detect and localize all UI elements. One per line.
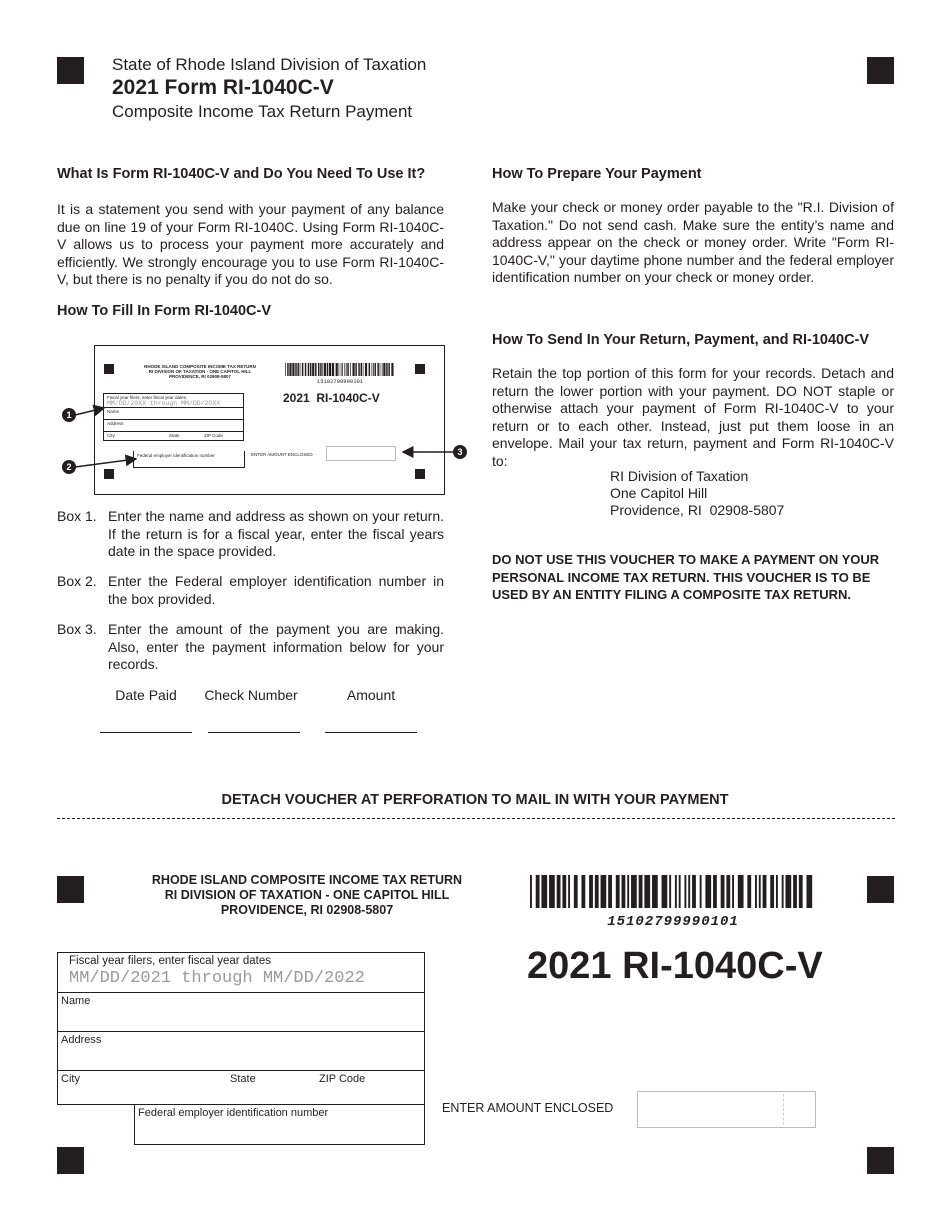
amount-enclosed-label: ENTER AMOUNT ENCLOSED xyxy=(442,1101,614,1115)
barcode-bar xyxy=(732,875,734,908)
barcode-bar xyxy=(793,875,797,908)
barcode-bar xyxy=(662,875,668,908)
barcode-bar xyxy=(747,875,751,908)
sample-fiscal-value: MM/DD/20XX through MM/DD/20XX xyxy=(107,400,221,407)
mail-address-line-1: RI Division of Taxation xyxy=(610,468,749,484)
city-label: City xyxy=(61,1073,80,1085)
send-body: Retain the top portion of this form for your records. Detach and return the lower portion with your payment. DO NOT staple or otherwise attach your payment of Form RI-1040C-V to your return or to each other. Instead, just put them loose in an envelope. Mail your tax return, payment and Form RI-1040C-V to: xyxy=(492,365,894,469)
zip-field[interactable] xyxy=(316,1071,424,1104)
barcode-bar xyxy=(692,875,696,908)
sample-name-label: Name xyxy=(107,409,120,414)
sample-state-label: State xyxy=(169,433,180,438)
sample-amount-label: ENTER AMOUNT ENCLOSED xyxy=(251,452,313,457)
box-3-label: Box 3. xyxy=(57,621,97,637)
barcode-bar xyxy=(581,875,585,908)
sample-fein-label: Federal employer identification number xyxy=(137,453,215,458)
record-date-paid-line[interactable] xyxy=(100,732,192,733)
mail-address-line-3: Providence, RI 02908-5807 xyxy=(610,502,785,518)
detach-instruction: DETACH VOUCHER AT PERFORATION TO MAIL IN WITH YOUR PAYMENT xyxy=(221,792,729,808)
barcode-bar xyxy=(644,875,650,908)
fiscal-year-value: MM/DD/2021 through MM/DD/2022 xyxy=(69,969,365,988)
barcode-bar xyxy=(536,875,540,908)
sample-city-label: City xyxy=(107,433,115,438)
barcode-bar xyxy=(770,875,774,908)
callout-marker-2: 2 xyxy=(62,460,76,474)
agency-name: State of Rhode Island Division of Taxation xyxy=(112,55,427,74)
callout-marker-1: 1 xyxy=(62,408,76,422)
barcode-bar xyxy=(806,875,812,908)
barcode-bar xyxy=(557,875,561,908)
zip-label: ZIP Code xyxy=(319,1073,366,1085)
perforation-line xyxy=(57,818,895,819)
name-label: Name xyxy=(61,995,91,1007)
box-2-text: Enter the Federal employer identification number in the box provided. xyxy=(108,573,444,607)
what-heading: What Is Form RI-1040C-V and Do You Need To Use It? xyxy=(57,166,426,182)
city-state-zip-row xyxy=(58,1071,424,1104)
barcode-bar xyxy=(759,875,761,908)
form-title: 2021 Form RI-1040C-V xyxy=(112,76,334,99)
barcode-bar xyxy=(595,875,599,908)
barcode-bar xyxy=(782,875,784,908)
barcode-bar xyxy=(627,875,629,908)
voucher-barcode-number: 15102799990101 xyxy=(607,914,739,930)
amount-cents-divider xyxy=(783,1094,784,1125)
barcode-bar xyxy=(541,875,547,908)
voucher-address-box xyxy=(57,952,425,1105)
barcode-bar xyxy=(799,875,803,908)
sample-form-id: 2021 RI-1040C-V xyxy=(283,391,380,405)
fill-heading: How To Fill In Form RI-1040C-V xyxy=(57,303,272,319)
voucher-line-3: PROVIDENCE, RI 02908-5807 xyxy=(220,903,394,917)
warning-text: DO NOT USE THIS VOUCHER TO MAKE A PAYMENT ON YOUR PERSONAL INCOME TAX RETURN. THIS VOUCHER IS TO BE USED BY AN ENTITY FILING A COMPOSITE TAX RETURN. xyxy=(492,552,880,602)
sample-address-label: Address xyxy=(107,421,124,426)
state-label: State xyxy=(230,1073,256,1085)
fein-field[interactable] xyxy=(134,1104,425,1145)
barcode-bar xyxy=(589,875,593,908)
voucher-line-2: RI DIVISION OF TAXATION - ONE CAPITOL HILL xyxy=(164,888,450,902)
barcode-bar xyxy=(639,875,643,908)
what-body: It is a statement you send with your payment of any balance due on line 19 of your Form RI-1040C. Using Form RI-1040C-V allows us to process your payment more accurately and efficiently. We strongly encourage you to use Form RI-1040C-V, but there is no penalty if you do not do so. xyxy=(57,201,444,287)
sample-line2: RI DIVISION OF TAXATION - ONE CAPITOL HILL xyxy=(148,369,252,374)
callout-marker-3: 3 xyxy=(453,445,467,459)
fiscal-year-field[interactable] xyxy=(58,953,424,993)
amount-enclosed-field[interactable] xyxy=(637,1091,816,1128)
name-field[interactable] xyxy=(58,993,424,1032)
barcode-bar xyxy=(776,875,778,908)
mail-address-line-2: One Capitol Hill xyxy=(610,485,708,501)
barcode-bar xyxy=(738,875,744,908)
send-heading: How To Send In Your Return, Payment, and RI-1040C-V xyxy=(492,332,870,348)
barcode-bar xyxy=(675,875,677,908)
barcode-bar xyxy=(652,875,658,908)
barcode-bar xyxy=(601,875,607,908)
barcode-bar xyxy=(726,875,730,908)
state-field[interactable] xyxy=(228,1071,316,1104)
barcode-bar xyxy=(721,875,725,908)
box-1-text: Enter the name and address as shown on your return. If the return is for a fiscal year, enter the fiscal years date in the space provided. xyxy=(108,508,444,559)
sample-fiscal-label: Fiscal year filers, enter fiscal year dates xyxy=(107,395,187,400)
voucher-line-1: RHODE ISLAND COMPOSITE INCOME TAX RETURN xyxy=(151,873,463,887)
box-3-text: Enter the amount of the payment you are making. Also, enter the payment information below for your records. xyxy=(108,621,444,672)
barcode-bar xyxy=(713,875,717,908)
barcode-bar xyxy=(608,875,612,908)
fiscal-year-label: Fiscal year filers, enter fiscal year dates xyxy=(69,955,271,967)
barcode-bar xyxy=(785,875,791,908)
callout-arrow-1 xyxy=(75,408,104,415)
barcode-bar xyxy=(679,875,681,908)
box-2-label: Box 2. xyxy=(57,573,97,589)
sample-barcode-number: 15102799990101 xyxy=(316,378,364,385)
form-subtitle: Composite Income Tax Return Payment xyxy=(112,102,413,121)
prepare-body: Make your check or money order payable to the "R.I. Division of Taxation." Do not send cash. Make sure the entity’s name and address appear on the check or money order. Write "Form RI-1040C-V," your daytime phone number and the federal employer identification number on your check or money order. xyxy=(492,199,894,285)
record-check-number-line[interactable] xyxy=(208,732,300,733)
city-field[interactable] xyxy=(58,1071,228,1104)
box-1-label: Box 1. xyxy=(57,508,97,524)
barcode-bar xyxy=(562,875,566,908)
voucher-barcode xyxy=(530,875,816,908)
barcode-bar xyxy=(574,875,578,908)
barcode-bar xyxy=(688,875,690,908)
record-amount-line[interactable] xyxy=(325,732,417,733)
barcode-bar xyxy=(631,875,637,908)
barcode-bar xyxy=(684,875,686,908)
barcode-bar xyxy=(705,875,711,908)
barcode-bar xyxy=(700,875,702,908)
sample-line3: PROVIDENCE, RI 02908-5807 xyxy=(168,374,232,379)
barcode-bar xyxy=(549,875,555,908)
sample-line1: RHODE ISLAND COMPOSITE INCOME TAX RETURN xyxy=(144,364,256,369)
barcode-bar xyxy=(530,875,532,908)
barcode-bar xyxy=(763,875,767,908)
barcode-bar xyxy=(669,875,671,908)
barcode-bar xyxy=(622,875,626,908)
record-amount-label: Amount xyxy=(346,687,396,703)
callout-arrow-2 xyxy=(75,459,136,467)
barcode-bar xyxy=(755,875,757,908)
barcode-bar xyxy=(616,875,620,908)
prepare-heading: How To Prepare Your Payment xyxy=(492,166,702,182)
record-check-number-label: Check Number xyxy=(204,687,298,703)
voucher-form-id: 2021 RI-1040C-V xyxy=(527,945,823,987)
sample-zip-label: ZIP Code xyxy=(204,433,223,438)
barcode-bar xyxy=(568,875,570,908)
record-date-paid-label: Date Paid xyxy=(115,687,177,703)
address-field[interactable] xyxy=(58,1032,424,1071)
address-label: Address xyxy=(61,1034,102,1046)
fein-label: Federal employer identification number xyxy=(138,1107,329,1119)
